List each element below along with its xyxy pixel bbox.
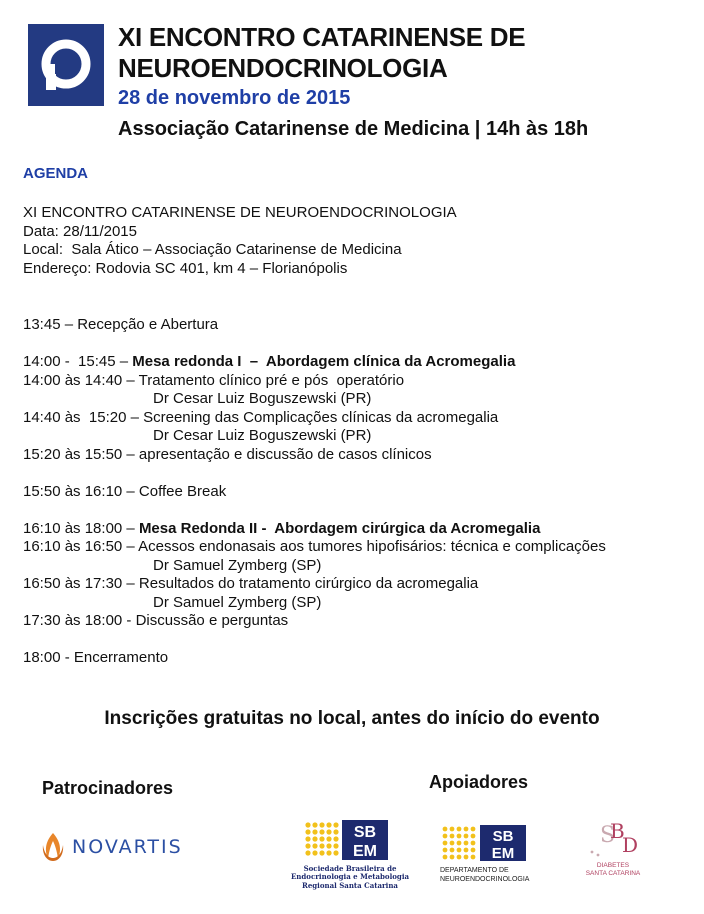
mesa1-time: 14:00 - 15:45 – [23, 353, 133, 370]
caption-line: SANTA CATARINA [585, 869, 641, 877]
schedule-speaker: Dr Cesar Luiz Boguszewski (PR) [153, 427, 372, 444]
event-logo [28, 24, 104, 106]
event-title [118, 22, 525, 84]
schedule [23, 316, 606, 668]
event-info [23, 204, 457, 278]
sbd-monogram-icon [578, 818, 648, 862]
schedule-opening: 13:45 – Recepção e Abertura [23, 316, 219, 333]
sbem-dept-caption [440, 867, 552, 884]
schedule-mesa2 [23, 520, 606, 539]
schedule-coffee: 15:50 às 16:10 – Coffee Break [23, 482, 227, 500]
sbd-caption [578, 862, 648, 877]
info-line: Endereço: Rodovia SC 401, km 4 – Florianópolis [23, 259, 348, 277]
schedule-talk: 16:50 às 17:30 – Resultados do tratamento cirúrgico da acromegalia [23, 575, 479, 592]
info-line: XI ENCONTRO CATARINENSE DE NEUROENDOCRINOLOGIA [23, 204, 457, 221]
caption-line: Sociedade Brasileira de [303, 864, 397, 873]
mesa1-title: Mesa redonda I – Abordagem clínica da Acromegalia [132, 353, 516, 370]
caption-line: Endocrinologia e Metabologia [290, 872, 410, 882]
agenda-heading: AGENDA [23, 165, 89, 182]
caption-line: DIABETES [596, 862, 630, 869]
caption-line: Regional Santa Catarina [302, 880, 398, 890]
sbem-regional-caption [290, 865, 410, 890]
sbd-logo [578, 818, 648, 888]
registration-note: Inscrições gratuitas no local, antes do início do evento [104, 708, 600, 729]
schedule-talk: 16:10 às 16:50 – Acessos endonasais aos tumores hipofisários: técnica e complicações [23, 538, 606, 555]
sbem-dept-letters-bottom: EM [491, 845, 515, 862]
schedule-mesa1 [23, 353, 606, 372]
info-line: Local: Sala Ático – Associação Catarinense de Medicina [23, 241, 402, 258]
sbem-letters-top: SB [353, 824, 377, 841]
svg-text:B: B [610, 819, 625, 843]
svg-text:D: D [622, 833, 639, 857]
sponsors-heading: Patrocinadores [42, 778, 174, 798]
sbem-department-logo [440, 823, 552, 893]
schedule-closing: 18:00 - Encerramento [23, 649, 169, 666]
schedule-talk: 14:00 às 14:40 – Tratamento clínico pré e pós operatório [23, 371, 405, 389]
caption-line: NEUROENDOCRINOLOGIA [440, 875, 530, 883]
sbem-dept-dots-icon [440, 823, 552, 865]
sbem-letters-bottom: EM [353, 843, 377, 860]
schedule-speaker: Dr Samuel Zymberg (SP) [153, 593, 322, 611]
schedule-talk: 14:40 às 15:20 – Screening das Complicações clínicas da acromegalia [23, 408, 499, 426]
novartis-logo [40, 830, 183, 864]
svg-text:S: S [600, 823, 616, 848]
mesa2-time: 16:10 às 18:00 – [23, 519, 139, 537]
event-location-time: Associação Catarinense de Medicina | 14h às 18h [118, 118, 589, 140]
schedule-talk: 17:30 às 18:00 - Discussão e perguntas [23, 612, 289, 629]
caption-line: DEPARTAMENTO DE [440, 867, 509, 874]
sbem-dots-icon [290, 820, 410, 864]
schedule-speaker: Dr Samuel Zymberg (SP) [153, 556, 322, 574]
novartis-flame-icon [40, 831, 66, 863]
sbem-dept-letters-top: SB [492, 828, 514, 845]
supporters-heading: Apoiadores [429, 772, 529, 792]
event-title-line2: NEUROENDOCRINOLOGIA [118, 53, 448, 83]
sbem-regional-logo [290, 820, 410, 890]
schedule-speaker: Dr Cesar Luiz Boguszewski (PR) [153, 390, 372, 407]
schedule-talk: 15:20 às 15:50 – apresentação e discussão de casos clínicos [23, 445, 432, 463]
event-title-line1: XI ENCONTRO CATARINENSE DE [118, 22, 526, 52]
mesa2-title: Mesa Redonda II - Abordagem cirúrgica da Acromegalia [138, 519, 541, 537]
event-date: 28 de novembro de 2015 [118, 87, 351, 109]
info-line: Data: 28/11/2015 [23, 222, 137, 240]
novartis-wordmark: NOVARTIS [72, 836, 183, 858]
